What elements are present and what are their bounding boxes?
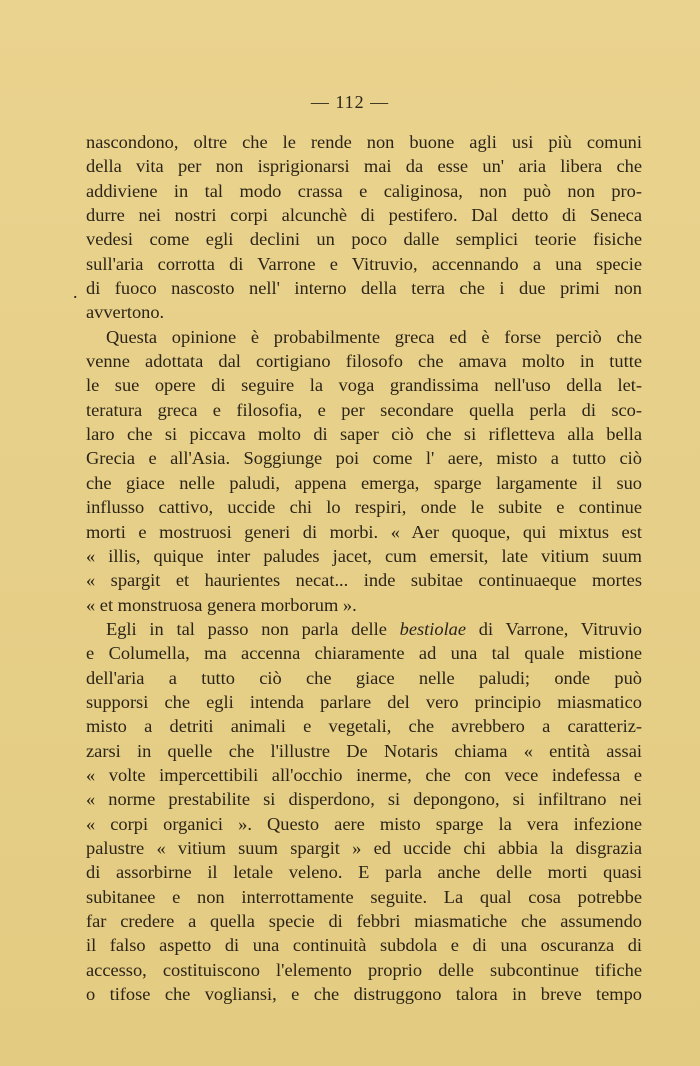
text-line: le sue opere di seguire la voga grandissima nell'uso della let- — [86, 375, 642, 396]
text-line — [86, 617, 642, 641]
text-line: durre nei nostri corpi alcunchè di pestifero. Dal detto di Seneca — [86, 205, 642, 226]
text-line: laro che si piccava molto di saper ciò che si rifletteva alla bella — [86, 424, 642, 445]
text-line: di fuoco nascosto nell' interno della terra che i due primi non — [86, 278, 642, 299]
text-line: dell'aria a tutto ciò che giace nelle paludi; onde può — [86, 667, 642, 688]
text-line: influsso cattivo, uccide chi lo respiri, onde le subite e continue — [86, 497, 642, 518]
text-line: della vita per non isprigionarsi mai da esse un' aria libera che — [86, 156, 642, 177]
text-line: venne adottata dal cortigiano filosofo che amava molto in tutte — [86, 351, 642, 372]
text-line: che giace nelle paludi, appena emerga, sparge largamente il suo — [86, 472, 642, 493]
text-line: subitanee e non interrottamente seguite. La qual cosa potrebbe — [86, 886, 642, 907]
text-line: Grecia e all'Asia. Soggiunge poi come l' aere, misto a tutto ciò — [86, 448, 642, 469]
text-line: Questa opinione è probabilmente greca ed è forse perciò che — [106, 326, 642, 347]
text-line: teratura greca e filosofia, e per secondare quella perla di sco- — [86, 399, 642, 420]
text-line: sull'aria corrotta di Varrone e Vitruvio, accennando a una specie — [86, 253, 642, 274]
text-line: misto a detriti animali e vegetali, che avrebbero a caratteriz- — [86, 716, 642, 737]
text-line: « spargit et haurientes necat... inde subitae continuaeque mortes — [86, 570, 642, 591]
text-line: palustre « vitium suum spargit » ed uccide chi abbia la disgrazia — [86, 837, 642, 858]
text-line: di assorbirne il letale veleno. E parla anche delle morti quasi — [86, 862, 642, 883]
text-line: « volte impercettibili all'occhio inerme, che con vece indefessa e — [86, 764, 642, 785]
text-line: nascondono, oltre che le rende non buone agli usi più comuni — [86, 132, 642, 152]
body-text — [86, 130, 642, 1006]
text-line: addiviene in tal modo crassa e caliginosa, non può non pro- — [86, 180, 642, 201]
text-line: « illis, quique inter paludes jacet, cum emersit, late vitium suum — [86, 545, 642, 566]
text-line: il falso aspetto di una continuità subdola e di una oscuranza di — [86, 935, 642, 956]
text-line: accesso, costituiscono l'elemento proprio delle subcontinue tifiche — [86, 959, 642, 980]
page-number: — 112 — — [310, 92, 390, 112]
text-segment: di Varrone, Vitruvio — [466, 618, 642, 639]
text-line: « corpi organici ». Questo aere misto sparge la vera infezione — [86, 813, 642, 834]
text-line: avvertono. — [86, 302, 165, 323]
text-line: vedesi come egli declini un poco dalle semplici teorie fisiche — [86, 229, 642, 250]
text-line: e Columella, ma accenna chiaramente ad una tal quale mistione — [86, 643, 642, 664]
text-line: « et monstruosa genera morborum ». — [86, 594, 357, 615]
italic-term: bestiolae — [399, 618, 467, 639]
margin-mark: . — [73, 282, 78, 302]
text-line: « norme prestabilite si disperdono, si depongono, si infiltrano nei — [86, 789, 642, 810]
text-line: o tifose che vogliansi, e che distruggono talora in breve tempo — [86, 984, 642, 1005]
text-line: zarsi in quelle che l'illustre De Notaris chiama « entità assai — [86, 740, 642, 761]
text-line: supporsi che egli intenda parlare del vero principio miasmatico — [86, 691, 642, 712]
text-line: morti e mostruosi generi di morbi. « Aer quoque, qui mixtus est — [86, 521, 642, 542]
text-segment: Egli in tal passo non parla delle — [106, 618, 400, 639]
text-line: far credere a quella specie di febbri miasmatiche che assumendo — [86, 911, 642, 931]
